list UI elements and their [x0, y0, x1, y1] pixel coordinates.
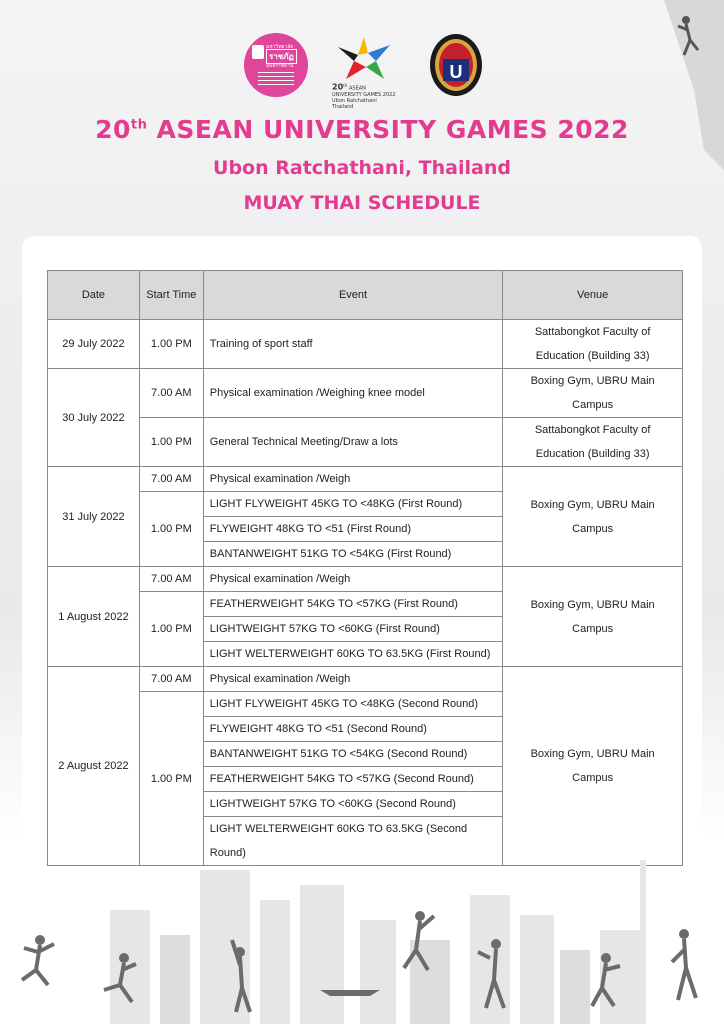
event-cell: Physical examination /Weigh [203, 567, 502, 592]
time-cell: 1.00 PM [139, 592, 203, 667]
event-cell: LIGHT WELTERWEIGHT 60KG TO 63.5KG (Second Round) [203, 817, 502, 866]
time-cell: 1.00 PM [139, 320, 203, 369]
venue-cell: Sattabongkot Faculty of Education (Building 33) [503, 320, 683, 369]
table-header-row [48, 271, 683, 320]
venue-cell: Sattabongkot Faculty of Education (Building 33) [503, 418, 683, 467]
column-header-venue: Venue [503, 271, 683, 320]
event-cell: Physical examination /Weigh [203, 667, 502, 692]
date-cell: 30 July 2022 [48, 369, 140, 467]
venue-cell: Boxing Gym, UBRU Main Campus [503, 567, 683, 667]
event-cell: FEATHERWEIGHT 54KG TO <57KG (Second Round) [203, 767, 502, 792]
time-cell: 1.00 PM [139, 692, 203, 866]
time-cell: 7.00 AM [139, 467, 203, 492]
ubru-logo-letter: U [449, 62, 463, 82]
column-header-event: Event [203, 271, 502, 320]
event-cell: Physical examination /Weigh [203, 467, 502, 492]
venue-cell: Boxing Gym, UBRU Main Campus [503, 667, 683, 866]
page-title [0, 115, 724, 144]
event-cell: FEATHERWEIGHT 54KG TO <57KG (First Round) [203, 592, 502, 617]
event-cell: Training of sport staff [203, 320, 502, 369]
games-logo-text [332, 83, 396, 110]
page-title-text: ASEAN UNIVERSITY GAMES 2022 [147, 115, 629, 144]
event-cell: LIGHTWEIGHT 57KG TO <60KG (Second Round) [203, 792, 502, 817]
table-row [48, 467, 683, 492]
games-logo-place: Ubon Ratchathani Thailand [332, 97, 377, 110]
location-title: Ubon Ratchathani, Thailand [213, 157, 511, 179]
date-cell: 2 August 2022 [48, 667, 140, 866]
table-row [48, 567, 683, 592]
event-cell: FLYWEIGHT 48KG TO <51 (Second Round) [203, 717, 502, 742]
university-logo-line3: อุบลราชธานี [266, 63, 294, 69]
schedule-table [47, 270, 683, 866]
crest-icon [252, 45, 264, 59]
time-cell: 7.00 AM [139, 369, 203, 418]
date-cell: 29 July 2022 [48, 320, 140, 369]
games-logo-sup: th [343, 83, 348, 88]
event-cell: FLYWEIGHT 48KG TO <51 (First Round) [203, 517, 502, 542]
time-cell: 7.00 AM [139, 567, 203, 592]
page-title-sup: th [130, 117, 148, 133]
event-cell: LIGHT FLYWEIGHT 45KG TO <48KG (Second Round) [203, 692, 502, 717]
games-logo-name: ASEAN UNIVERSITY GAMES 2022 [332, 85, 396, 98]
table-row [48, 369, 683, 418]
university-logo-line1: มหาวิทยาลัย [266, 44, 294, 50]
page-title-number: 20 [95, 115, 131, 144]
city-skyline-athletes-graphic [0, 840, 724, 1024]
university-logo-line2: ราชภัฏ [266, 49, 297, 64]
event-cell: LIGHT FLYWEIGHT 45KG TO <48KG (First Round) [203, 492, 502, 517]
column-header-start-time: Start Time [139, 271, 203, 320]
logo-text-lines [258, 69, 294, 88]
logo-strip [0, 33, 724, 110]
games-star-icon [332, 33, 396, 83]
column-header-date: Date [48, 271, 140, 320]
university-logo [244, 33, 308, 97]
event-cell: BANTANWEIGHT 51KG TO <54KG (First Round) [203, 542, 502, 567]
event-cell: Physical examination /Weighing knee model [203, 369, 502, 418]
games-logo-number: 20 [332, 82, 344, 92]
ubru-logo [428, 33, 484, 99]
table-row [48, 320, 683, 369]
date-cell: 1 August 2022 [48, 567, 140, 667]
time-cell: 1.00 PM [139, 418, 203, 467]
venue-cell: Boxing Gym, UBRU Main Campus [503, 467, 683, 567]
games-logo [332, 33, 396, 110]
schedule-title: MUAY THAI SCHEDULE [243, 192, 481, 214]
time-cell: 7.00 AM [139, 667, 203, 692]
time-cell: 1.00 PM [139, 492, 203, 567]
event-cell: LIGHTWEIGHT 57KG TO <60KG (First Round) [203, 617, 502, 642]
event-cell: BANTANWEIGHT 51KG TO <54KG (Second Round) [203, 742, 502, 767]
table-row [48, 667, 683, 692]
event-cell: LIGHT WELTERWEIGHT 60KG TO 63.5KG (First Round) [203, 642, 502, 667]
table-row [48, 418, 683, 467]
venue-cell: Boxing Gym, UBRU Main Campus [503, 369, 683, 418]
date-cell: 31 July 2022 [48, 467, 140, 567]
event-cell: General Technical Meeting/Draw a lots [203, 418, 502, 467]
